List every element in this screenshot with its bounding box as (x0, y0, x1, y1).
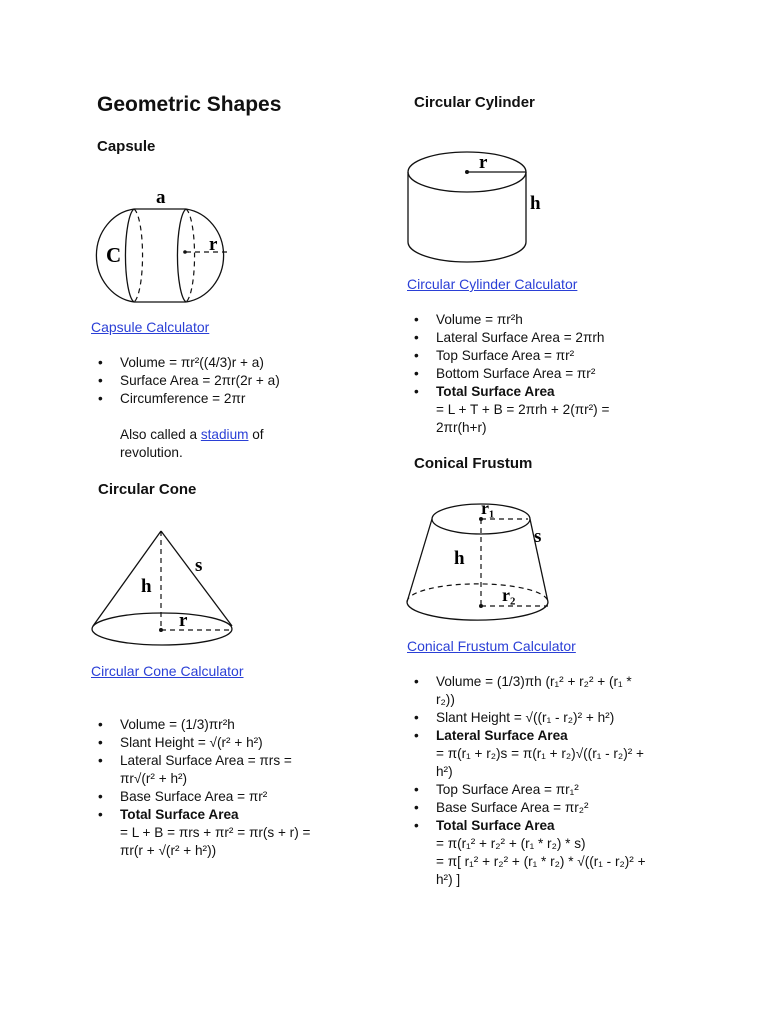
formula-line: • Volume = (1/3)πh (r₁² + r₂² + (r₁ * (436, 674, 632, 689)
formula-line: • Top Surface Area = πr₁² (436, 782, 579, 797)
formula-line: = L + T + B = 2πrh + 2(πr²) = (436, 402, 610, 417)
cone-formula-item (98, 788, 348, 806)
cylinder-formula-item (414, 365, 674, 383)
formula-line: • Bottom Surface Area = πr² (436, 366, 596, 381)
cylinder-formula-item (414, 329, 674, 347)
cone-formula-list (98, 716, 348, 860)
formula-line: • Volume = πr²h (436, 312, 523, 327)
formula-line: • Base Surface Area = πr² (120, 789, 268, 804)
formula-line: = L + B = πrs + πr² = πr(s + r) = (120, 825, 311, 840)
formula-heading: • Lateral Surface Area (436, 728, 568, 743)
capsule-label-r: r (209, 234, 218, 255)
formula-line: πr√(r² + h²) (120, 771, 188, 786)
cylinder-label-r: r (479, 152, 488, 173)
cone-formula-item (98, 716, 348, 734)
formula-line: = π(r₁ + r₂)s = π(r₁ + r₂)√((r₁ - r₂)² + (436, 746, 644, 761)
cone-diagram (88, 526, 238, 654)
formula-line: • Base Surface Area = πr₂² (436, 800, 589, 815)
cone-label-s: s (195, 555, 203, 576)
frustum-formula-item (414, 781, 684, 799)
formula-line: r₂)) (436, 692, 455, 707)
frustum-formula-item (414, 673, 684, 709)
frustum-formula-item (414, 817, 684, 889)
frustum-diagram (402, 494, 562, 629)
formula-line: h²) (436, 764, 453, 779)
frustum-label-h: h (454, 548, 465, 569)
formula-line: = π(r₁² + r₂² + (r₁ * r₂) * s) (436, 836, 586, 851)
capsule-calculator-link[interactable]: Capsule Calculator (91, 319, 210, 335)
capsule-note-prefix: Also called a (120, 427, 198, 442)
capsule-note (120, 426, 320, 462)
frustum-heading: Conical Frustum (414, 455, 533, 472)
cone-label-h: h (141, 576, 152, 597)
formula-line: • Lateral Surface Area = πrs = (120, 753, 292, 768)
formula-line: h²) ] (436, 872, 461, 887)
formula-line: πr(r + √(r² + h²)) (120, 843, 217, 858)
capsule-note-suffix: of (252, 427, 264, 442)
formula-line: • Slant Height = √((r₁ - r₂)² + h²) (436, 710, 615, 725)
formula-line: • Top Surface Area = πr² (436, 348, 575, 363)
page-title: Geometric Shapes (97, 93, 282, 116)
capsule-heading: Capsule (97, 138, 156, 155)
cone-formula-item (98, 752, 348, 788)
frustum-formula-item (414, 709, 684, 727)
formula-line: 2πr(h+r) (436, 420, 487, 435)
formula-line: • Lateral Surface Area = 2πrh (436, 330, 605, 345)
formula-heading: • Total Surface Area (436, 384, 555, 399)
frustum-calculator-link[interactable]: Conical Frustum Calculator (407, 638, 576, 654)
cone-label-r: r (179, 610, 188, 631)
cylinder-heading: Circular Cylinder (414, 94, 535, 111)
capsule-formula-item: • Surface Area = 2πr(2r + a) (98, 372, 328, 390)
formula-line: = π[ r₁² + r₂² + (r₁ * r₂) * √((r₁ - r₂)² + (436, 854, 646, 869)
capsule-formula-item: • Volume = πr²((4/3)r + a) (98, 354, 328, 372)
frustum-label-s: s (534, 526, 542, 547)
cylinder-label-h: h (530, 193, 541, 214)
formula-heading: • Total Surface Area (436, 818, 555, 833)
capsule-label-c: C (106, 243, 122, 267)
frustum-formula-item (414, 799, 684, 817)
cylinder-formula-item (414, 347, 674, 365)
capsule-formula-item: • Circumference = 2πr (98, 390, 328, 408)
cylinder-diagram (404, 144, 554, 269)
capsule-diagram (86, 182, 246, 307)
cone-formula-item (98, 806, 348, 860)
cone-formula-item (98, 734, 348, 752)
cylinder-formula-item (414, 383, 674, 437)
frustum-label-r2: r₂ (502, 585, 516, 605)
frustum-formula-list (414, 673, 684, 889)
frustum-label-r1: r₁ (481, 498, 495, 518)
frustum-formula-item (414, 727, 684, 781)
formula-line: • Slant Height = √(r² + h²) (120, 735, 263, 750)
cylinder-calculator-link[interactable]: Circular Cylinder Calculator (407, 276, 578, 292)
cone-heading: Circular Cone (98, 481, 197, 498)
cone-calculator-link[interactable]: Circular Cone Calculator (91, 663, 244, 679)
cylinder-formula-item (414, 311, 674, 329)
formula-heading: • Total Surface Area (120, 807, 239, 822)
cylinder-formula-list (414, 311, 674, 437)
capsule-label-a: a (156, 187, 166, 208)
formula-line: • Volume = (1/3)πr²h (120, 717, 235, 732)
capsule-formula-list (98, 354, 328, 408)
stadium-link[interactable]: stadium (200, 427, 249, 442)
capsule-note-line2: revolution. (120, 445, 183, 460)
